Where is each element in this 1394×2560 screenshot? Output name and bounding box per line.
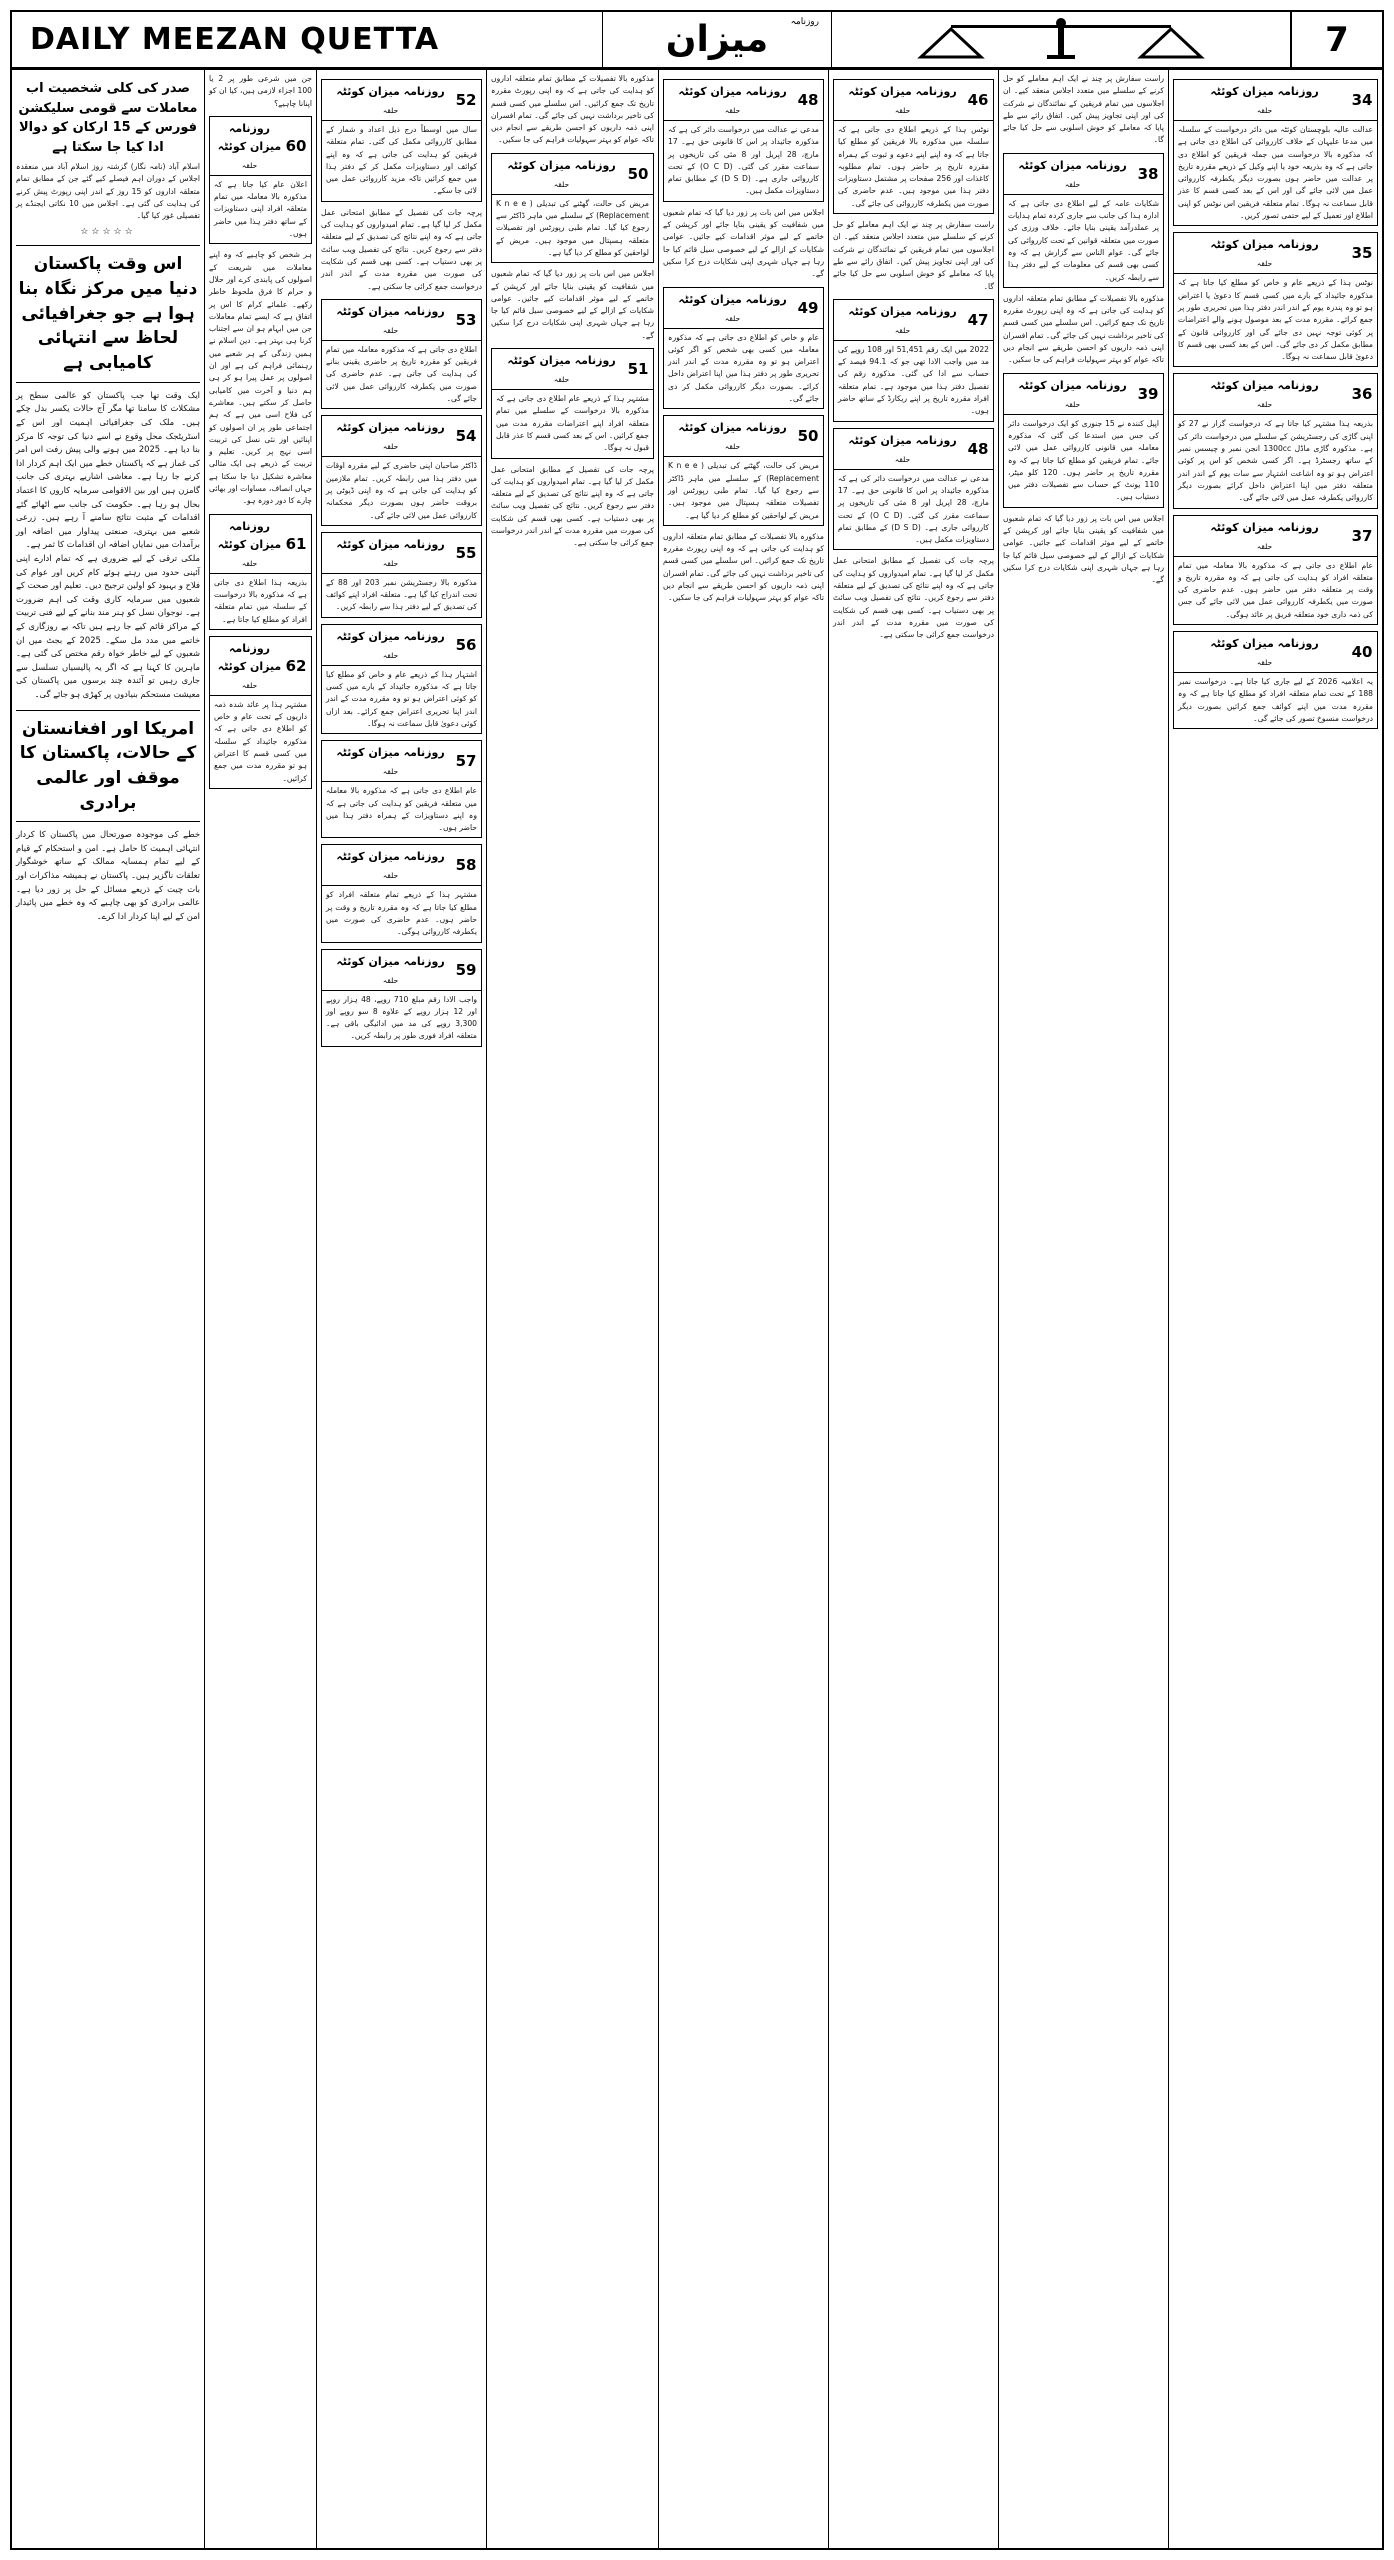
notice-number: 50 [627, 164, 649, 183]
notice-header [322, 950, 481, 991]
notice-header [322, 845, 481, 886]
notice-city: حلقہ [382, 975, 399, 985]
notice-city: حلقہ [724, 106, 741, 115]
notice-59[interactable] [321, 740, 482, 838]
notice-body: مدعی نے عدالت میں درخواست دائر کی ہے کہ مذکورہ جائیداد پر اس کا قانونی حق ہے۔ 17 مارچ، 28 اپریل اور 8 مئی کی تاریخوں پر سماعت مقرر کی گئی۔ (O C D) کے تحت کارروائی جاری ہے۔ (D S D) کے مطابق تمام دستاویزات مکمل ہیں۔ [838, 473, 990, 545]
page-number: 7 [1290, 12, 1382, 67]
notice-54[interactable] [321, 79, 482, 202]
notice-city: حلقہ [1256, 400, 1273, 410]
notice-number: 36 [1351, 385, 1373, 404]
notice-city: حلقہ [241, 680, 258, 690]
notice-number: 57 [455, 752, 477, 771]
notice-64[interactable] [209, 636, 312, 789]
notice-paper-name: روزنامہ میزان کوئٹہ [848, 433, 957, 447]
notice-header [322, 416, 481, 457]
editorial-body-2: ملکی ترقی کے لیے ضروری ہے کہ تمام ادارے اپنی آئینی حدود میں رہتے ہوئے کام کریں اور عوام کی فلاح و بہبود کو اولین ترجیح دیں۔ تعلیم اور صحت کے شعبوں میں سرمایہ کاری وقت کی اہم ضرورت ہے۔ نوجوان نسل کو ہنر مند بنانے کے لیے فنی تربیت کے مراکز قائم کیے جا رہے ہیں تاکہ بے روزگاری کے خاتمے میں مدد مل سکے۔ 2025 کے بجٹ میں ان شعبوں کے لیے خاطر خواہ رقم مختص کی گئی ہے۔ ماہرین کا کہنا ہے کہ اگر یہ پالیسیاں تسلسل سے جاری رہیں تو آئندہ چند برسوں میں پاکستان کی معیشت مستحکم بنیادوں پر کھڑی ہو جائے گی۔ [16, 553, 200, 700]
notice-number: 35 [1351, 244, 1373, 263]
notice-body: مریض کی حالت، گھٹنے کی تبدیلی ( K n e e Replacement) کے سلسلے میں ماہر ڈاکٹر سے رجوع کیا گیا۔ تمام طبی رپورٹس اور تفصیلات متعلقہ ہسپتال میں موجود ہیں۔ مریض کے لواحقین کو مطلع کر دیا گیا ہے۔ [496, 198, 649, 257]
notice-paper-name: روزنامہ میزان کوئٹہ [336, 421, 445, 435]
notice-paper-name: روزنامہ میزان کوئٹہ [336, 304, 445, 318]
column-6 [828, 70, 998, 2548]
column-2 [204, 70, 316, 2548]
notice-55[interactable] [321, 299, 482, 409]
col7-text-a: راست سفارش پر چند نے ایک اہم معاملے کو حل کرنے کے سلسلے میں متعدد اجلاس منعقد کیے۔ ان اجلاسوں میں تمام فریقین کے نمائندگان نے شرکت کی اور اپنی تجاویز پیش کیں۔ اتفاق رائے سے طے پایا کہ معاملے کو خوش اسلوبی سے حل کیا جائے گا۔ [1003, 74, 1164, 145]
notice-header [210, 637, 311, 696]
notice-61[interactable] [321, 949, 482, 1047]
notice-city: حلقہ [241, 160, 258, 170]
notice-number: 60 [285, 136, 307, 155]
notice-body: اپیل کنندہ نے 15 جنوری کو ایک درخواست دائر کی جس میں استدعا کی گئی کہ مذکورہ معاملہ میں قانونی کارروائی عمل میں لائی جائے۔ تمام فریقین کو مطلع کیا جاتا ہے کہ وہ مقررہ تاریخ پر حاضر ہوں۔ 120 کلو میٹر، 110 یونٹ کے حساب سے تفصیلات دفتر میں دستیاب ہیں۔ [1008, 418, 1160, 502]
notice-city: حلقہ [553, 375, 570, 385]
notice-paper-name: روزنامہ میزان کوئٹہ [336, 537, 445, 551]
masthead-title: DAILY MEEZAN QUETTA [30, 22, 440, 57]
notice-body: نوٹس ہذا کے ذریعے اطلاع دی جاتی ہے کہ سلسلہ میں مذکورہ بالا فریقین کو مطلع کیا جاتا ہے کہ وہ اپنے اپنے دعوے و ثبوت کے ہمراہ مقررہ تاریخ پر حاضر ہوں۔ تمام مطلوبہ کاغذات اور 256 صفحات پر مشتمل دستاویزات دفتر ہذا میں موجود ہیں۔ عدم حاضری کی صورت میں یکطرفہ کارروائی کی جائے گی۔ [838, 125, 989, 208]
notice-header [322, 533, 481, 574]
notice-city: حلقہ [894, 325, 911, 335]
notice-number: 46 [967, 91, 989, 109]
notice-header [834, 80, 993, 121]
notice-63[interactable] [209, 514, 312, 630]
notice-number: 54 [455, 427, 477, 446]
notice-body: اعلان عام کیا جاتا ہے کہ مذکورہ بالا معاملہ میں تمام متعلقہ افراد اپنی دستاویزات کے ساتھ دفتر ہذا میں حاضر ہوں۔ [214, 179, 307, 239]
notice-header [210, 117, 311, 176]
column-8 [1168, 70, 1382, 2548]
notice-paper-name: روزنامہ میزان کوئٹہ [678, 292, 787, 306]
column-editorial [12, 70, 204, 2548]
notice-paper-name: روزنامہ میزان کوئٹہ [1210, 238, 1319, 252]
notice-body: بذریعہ ہذا اطلاع دی جاتی ہے کہ مذکورہ بالا درخواست کے سلسلہ میں تمام متعلقہ افراد کو مطلع کیا جاتا ہے۔ [214, 577, 307, 624]
notice-48[interactable] [833, 428, 994, 551]
col2-text-a: جن میں شرعی طور پر 2 یا 100 اجزاء لازمی ہیں، کیا ان کو اپنانا چاہیے؟ [209, 74, 312, 108]
notice-paper-name: روزنامہ میزان کوئٹہ [1210, 85, 1319, 98]
notice-50[interactable] [663, 287, 824, 410]
notice-city: حلقہ [382, 871, 399, 881]
notice-header [1004, 374, 1163, 415]
notice-city: حلقہ [1256, 106, 1273, 115]
notice-body: مریض کی حالت، گھٹنے کی تبدیلی ( K n e e Replacement) کے سلسلے میں ماہر ڈاکٹر سے رجوع کیا گیا۔ تمام طبی رپورٹس اور تفصیلات متعلقہ ہسپتال میں موجود ہیں۔ مریض کے لواحقین کو مطلع کر دیا گیا ہے۔ [668, 461, 819, 520]
notice-city: حلقہ [553, 179, 570, 189]
notice-header [1174, 632, 1377, 673]
notice-number: 55 [455, 543, 477, 562]
col4-text-c: پرچہ جات کی تفصیل کے مطابق امتحانی عمل مکمل کر لیا گیا ہے۔ تمام امیدواروں کو ہدایت کی جاتی ہے کہ وہ اپنے نتائج کی تصدیق کے لیے متعلقہ دفتر سے رجوع کریں۔ نتائج کی تفصیل ویب سائٹ پر بھی دستیاب ہے۔ کسی بھی قسم کی شکایت کی صورت میں مقررہ مدت کے اندر اندر درخواست جمع کرائی جا سکتی ہے۔ [491, 464, 654, 548]
notice-city: حلقہ [1256, 541, 1273, 551]
notice-header [322, 625, 481, 666]
notice-53[interactable] [491, 348, 654, 458]
notice-paper-name: روزنامہ میزان کوئٹہ [336, 629, 445, 643]
notice-city: حلقہ [382, 106, 399, 115]
notice-paper-name: روزنامہ میزان کوئٹہ [336, 85, 445, 98]
col7-text-c: اجلاس میں اس بات پر زور دیا گیا کہ تمام شعبوں میں شفافیت کو یقینی بنایا جائے اور کرپشن کے خاتمے کے لیے موثر اقدامات کیے جائیں۔ عوامی شکایات کے ازالے کے لیے خصوصی سیل قائم کیا جا رہا ہے جہاں شہری اپنی شکایات درج کرا سکیں گے۔ [1003, 513, 1164, 585]
notice-city: حلقہ [382, 650, 399, 660]
notice-city: حلقہ [1256, 259, 1273, 269]
notice-paper-name: روزنامہ میزان کوئٹہ [217, 641, 282, 673]
masthead-urdu-small: روزنامہ [790, 16, 819, 26]
notice-paper-name: روزنامہ میزان کوئٹہ [678, 421, 787, 435]
notice-number: 59 [455, 960, 477, 979]
notice-header [664, 288, 823, 329]
notice-paper-name: روزنامہ میزان کوئٹہ [336, 850, 445, 864]
notice-city: حلقہ [894, 454, 911, 464]
notice-header [1174, 516, 1377, 557]
notice-body: مشتہر ہذا پر عائد شدہ ذمہ داریوں کے تحت عام و خاص کو اطلاع دی جاتی ہے کہ مذکورہ جائیداد کے سلسلہ میں کسی قسم کا اعتراض ہو تو مقررہ مدت میں جمع کرائیں۔ [214, 699, 307, 783]
notice-paper-name: روزنامہ میزان کوئٹہ [217, 121, 282, 153]
notice-header [322, 80, 481, 121]
notice-paper-name: روزنامہ میزان کوئٹہ [336, 746, 445, 760]
notice-58[interactable] [321, 624, 482, 734]
notice-body: عام اطلاع دی جاتی ہے کہ مذکورہ بالا معاملہ میں تمام متعلقہ افراد کو ہدایت کی جاتی ہے کہ وہ مقررہ تاریخ و وقت پر متعلقہ دفتر میں حاضر ہوں۔ عدم حاضری کی صورت میں یکطرفہ کارروائی عمل میں لائی جائے گی جس کی ذمہ داری خود متعلقہ فریق پر عائد ہوگی۔ [1178, 560, 1373, 619]
notice-number: 52 [455, 91, 477, 109]
page-content [12, 70, 1382, 2548]
notice-body: سال میں اوسطاً درج ذیل اعداد و شمار کے مطابق کارروائی مکمل کی گئی۔ تمام متعلقہ فریقین کو ہدایت کی جاتی ہے کہ وہ اپنے کوائف اور دستاویزات مکمل کر کے دفتر ہذا میں جمع کرائیں تاکہ مزید کارروائی عمل میں لائی جا سکے۔ [326, 125, 477, 196]
notice-body: 2022 میں ایک رقم 51,451 اور 108 روپے کی مد میں واجب الادا تھی جو کہ 94.1 فیصد کے حساب سے ادا کی گئی۔ مذکورہ رقم کی تفصیل دفتر ہذا میں موجود ہے۔ تمام متعلقہ افراد مقررہ تاریخ پر اپنے ریکارڈ کے ساتھ حاضر ہوں۔ [838, 344, 990, 416]
notice-body: ڈاکٹر صاحبان اپنی حاضری کے لیے مقررہ اوقات میں دفتر ہذا میں رابطہ کریں۔ تمام ملازمین کو ہدایت کی جاتی ہے کہ وہ اپنی ڈیوٹی پر بروقت حاضر ہوں بصورت دیگر محکمانہ کارروائی عمل میں لائی جائے گی۔ [326, 461, 477, 520]
notice-paper-name: روزنامہ میزان کوئٹہ [1018, 158, 1127, 172]
notice-body: یہ اعلامیہ 2026 کے لیے جاری کیا جاتا ہے۔ درخواست نمبر 188 کے تحت تمام متعلقہ افراد کو مطلع کیا جاتا ہے کہ وہ مقررہ مدت میں اپنے کوائف جمع کرائیں بصورت دیگر درخواست منسوخ تصور کی جائے گی۔ [1178, 677, 1373, 723]
notice-city: حلقہ [382, 767, 399, 777]
notice-52[interactable] [491, 153, 654, 263]
notice-paper-name: روزنامہ میزان کوئٹہ [848, 85, 957, 98]
notice-paper-name: روزنامہ میزان کوئٹہ [678, 85, 787, 98]
notice-header [834, 300, 993, 341]
notice-number: 38 [1137, 164, 1159, 183]
notice-body: عام اطلاع دی جاتی ہے کہ مذکورہ بالا معاملہ میں متعلقہ فریقین کو ہدایت کی جاتی ہے کہ وہ اپنے دستاویزات کے ہمراہ دفتر ہذا میں حاضر ہوں۔ [326, 786, 477, 833]
column-3 [316, 70, 486, 2548]
notice-number: 39 [1137, 384, 1159, 403]
notice-number: 48 [967, 439, 989, 458]
editorial-bottom-headline: امریکا اور افغانستان کے حالات، پاکستان کا موقف اور عالمی برادری [16, 710, 200, 823]
notice-city: حلقہ [382, 442, 399, 452]
notice-header [834, 429, 993, 470]
notice-header [664, 80, 823, 121]
notice-city: حلقہ [894, 106, 911, 115]
notice-city: حلقہ [724, 442, 741, 452]
balance-scale-icon [832, 12, 1290, 67]
notice-number: 34 [1351, 91, 1373, 109]
notice-city: حلقہ [382, 325, 399, 335]
column-5 [658, 70, 828, 2548]
column-4 [486, 70, 658, 2548]
notice-header [1174, 374, 1377, 415]
masthead-urdu-logo [602, 12, 832, 67]
editorial-top-note: اسلام آباد (نامہ نگار) گزشتہ روز اسلام آباد میں منعقدہ اجلاس کے دوران اہم فیصلے کیے گئے جن کے مطابق تمام متعلقہ اداروں کو 15 روز کے اندر اپنی رپورٹ پیش کرنے کی ہدایت کی گئی ہے۔ اجلاس میں 10 نکاتی ایجنڈے پر تفصیلی غور کیا گیا۔ [16, 162, 201, 221]
notice-header [492, 154, 653, 195]
notice-62[interactable] [209, 116, 312, 244]
notice-header [322, 741, 481, 782]
editorial-body-3: خطے کی موجودہ صورتحال میں پاکستان کا کردار انتہائی اہمیت کا حامل ہے۔ امن و استحکام کے قیام کے لیے تمام ہمسایہ ممالک کے ساتھ خوشگوار تعلقات ناگزیر ہیں۔ پاکستان نے ہمیشہ مذاکرات اور بات چیت کے ذریعے مسائل کے حل پر زور دیا ہے۔ عالمی برادری کو بھی چاہیے کہ وہ خطے میں پائیدار امن کے لیے اپنا کردار ادا کرے۔ [16, 829, 200, 921]
col6-text-a: راست سفارش پر چند نے ایک اہم معاملے کو حل کرنے کے سلسلے میں متعدد اجلاس منعقد کیے۔ ان اجلاسوں میں تمام فریقین کے نمائندگان نے شرکت کی اور اپنی تجاویز پیش کیں۔ اتفاق رائے سے طے پایا کہ معاملے کو خوش اسلوبی سے حل کیا جائے گا۔ [833, 220, 994, 291]
notice-header [210, 515, 311, 574]
notice-paper-name: روزنامہ میزان کوئٹہ [1210, 379, 1319, 393]
notice-49[interactable] [663, 79, 824, 202]
notice-city: حلقہ [241, 558, 258, 568]
notice-body: عام و خاص کو اطلاع دی جاتی ہے کہ مذکورہ معاملہ میں کسی بھی شخص کو اگر کوئی اعتراض ہو تو وہ مقررہ مدت کے اندر اندر تحریری طور پر دفتر ہذا میں اپنا اعتراض داخل کرائے۔ بصورت دیگر کارروائی مکمل کر دی جائے گی۔ [668, 332, 819, 404]
notice-51[interactable] [663, 415, 824, 525]
notice-body: مشتہر ہذا کے ذریعے عام اطلاع دی جاتی ہے کہ مذکورہ بالا درخواست کے سلسلے میں تمام متعلقہ افراد اپنے اعتراضات مقررہ مدت میں جمع کرائیں۔ اس کے بعد کسی قسم کا عذر قابل قبول نہ ہوگا۔ [496, 394, 649, 453]
divider-stars: ☆☆☆☆☆ [80, 226, 136, 237]
col5-text-a: اجلاس میں اس بات پر زور دیا گیا کہ تمام شعبوں میں شفافیت کو یقینی بنایا جائے اور کرپشن کے خاتمے کے لیے موثر اقدامات کیے جائیں۔ عوامی شکایات کے ازالے کے لیے خصوصی سیل قائم کیا جا رہا ہے جہاں شہری اپنی شکایات درج کرا سکیں گے۔ [663, 207, 824, 279]
notice-number: 37 [1351, 526, 1373, 545]
notice-header [1174, 80, 1377, 121]
notice-body: اشتہار ہذا کے ذریعے عام و خاص کو مطلع کیا جاتا ہے کہ مذکورہ جائیداد کے بارے میں کسی کو کوئی اعتراض ہو تو وہ مقررہ مدت کے اندر اندر اپنا تحریری اعتراض جمع کرائے۔ بعد ازاں کوئی دعویٰ قابل سماعت نہ ہوگا۔ [326, 669, 477, 728]
notice-header [492, 349, 653, 390]
col4-text-a: مذکورہ بالا تفصیلات کے مطابق تمام متعلقہ اداروں کو ہدایت کی جاتی ہے کہ وہ اپنی رپورٹ مقررہ تاریخ تک جمع کرائیں۔ اس سلسلے میں کسی قسم کی تاخیر برداشت نہیں کی جائے گی۔ تمام افسران اپنی ذمہ داریوں کو احسن طریقے سے انجام دیں تاکہ عوام کو بہتر سہولیات فراہم کی جا سکیں۔ [491, 74, 654, 145]
notice-39-dup[interactable] [1003, 373, 1164, 508]
notice-body: واجب الادا رقم مبلغ 710 روپے، 48 ہزار روپے اور 12 ہزار روپے کے علاوہ 8 سو روپے اور 3,300 روپے کی مد میں ادائیگی باقی ہے۔ متعلقہ افراد فوری طور پر رابطہ کریں۔ [326, 994, 477, 1041]
col2-text-b: ہر شخص کو چاہیے کہ وہ اپنے معاملات میں شریعت کے اصولوں کی پابندی کرے اور حلال و حرام کا فرق ملحوظ خاطر رکھے۔ علمائے کرام کا اس پر اتفاق ہے کہ ایسے تمام معاملات جن میں ابہام ہو ان سے اجتناب کرنا ہی بہتر ہے۔ دین اسلام نے ہمیں زندگی کے ہر شعبے میں رہنمائی فراہم کی ہے اور ان اصولوں پر عمل پیرا ہو کر ہی ہم دنیا و آخرت میں کامیابی حاصل کر سکتے ہیں۔ معاشرے کی فلاح اسی میں ہے کہ ہم اجتماعی طور پر ان اصولوں کو اپنائیں اور نئی نسل کی تربیت اسی نہج پر کریں۔ تعلیم و تربیت کے ذریعے ہی ایک مثالی معاشرہ تشکیل دیا جا سکتا ہے جہاں انصاف، مساوات اور بھائی چارے کا دور دورہ ہو۔ [209, 250, 312, 506]
notice-number: 62 [285, 656, 307, 675]
notice-paper-name: روزنامہ میزان کوئٹہ [1210, 520, 1319, 534]
page-border [10, 10, 1384, 2550]
notice-number: 61 [285, 534, 307, 553]
notice-60[interactable] [321, 844, 482, 942]
notice-paper-name: روزنامہ میزان کوئٹہ [1210, 637, 1319, 651]
notice-number: 48 [797, 91, 819, 109]
notice-number: 51 [627, 360, 649, 379]
notice-number: 50 [797, 427, 819, 446]
notice-56[interactable] [321, 415, 482, 525]
notice-header [322, 300, 481, 341]
col4-text-b: اجلاس میں اس بات پر زور دیا گیا کہ تمام شعبوں میں شفافیت کو یقینی بنایا جائے اور کرپشن کے خاتمے کے لیے موثر اقدامات کیے جائیں۔ عوامی شکایات کے ازالے کے لیے خصوصی سیل قائم کیا جا رہا ہے جہاں شہری اپنی شکایات درج کرا سکیں گے۔ [491, 269, 654, 340]
masthead [12, 12, 1382, 70]
notice-body: عدالت عالیہ بلوچستان کوئٹہ میں دائر درخواست کے سلسلہ میں مدعا علیہان کے خلاف کارروائی کی اطلاع دی جاتی ہے کہ مذکورہ بالا درخواست میں جملہ فریقین کو اطلاع دی جاتی ہے کہ وہ بذریعہ خود یا اپنے وکیل کے ذریعے مقررہ تاریخ پر عدالت میں حاضر ہوں بصورت دیگر یکطرفہ کارروائی عمل میں لائی جائے گی اور اس کے بعد کسی قسم کا عذر قابل سماعت نہ ہوگا۔ تمام متعلقہ فریقین اس نوٹس کو اپنی اطلاع اور تعمیل کے لیے حتمی تصور کریں۔ [1178, 125, 1373, 221]
editorial-body-1: ایک وقت تھا جب پاکستان کو عالمی سطح پر مشکلات کا سامنا تھا مگر آج حالات یکسر بدل چکے ہیں۔ ملک کی جغرافیائی اہمیت اور اس کے اسٹریٹجک محل وقوع نے اسے دنیا کی توجہ کا مرکز بنا دیا ہے۔ 2025 میں ہونے والی پیش رفت اس امر کی غماز ہے کہ پاکستان خطے میں ایک اہم کردار ادا کرنے جا رہا ہے۔ معاشی اشاریے بہتری کی جانب گامزن ہیں اور بین الاقوامی سرمایہ کاروں کا اعتماد بحال ہو رہا ہے۔ حکومت کی جانب سے اٹھائے گئے اقدامات کے مثبت نتائج سامنے آ رہے ہیں۔ زرعی شعبے میں بہتری، صنعتی پیداوار میں اضافہ اور برآمدات میں نمایاں اضافہ ان اقدامات کا ثمر ہے۔ [16, 389, 200, 550]
col6-text-b: پرچہ جات کی تفصیل کے مطابق امتحانی عمل مکمل کر لیا گیا ہے۔ تمام امیدواروں کو ہدایت کی جاتی ہے کہ وہ اپنے نتائج کی تصدیق کے لیے متعلقہ دفتر سے رجوع کریں۔ نتائج کی تفصیل ویب سائٹ پر بھی دستیاب ہے۔ کسی بھی قسم کی شکایت کی صورت میں مقررہ مدت کے اندر اندر درخواست جمع کرائی جا سکتی ہے۔ [833, 556, 994, 640]
notice-38-dup[interactable] [1003, 153, 1164, 288]
notice-46[interactable] [833, 79, 994, 214]
column-7 [998, 70, 1168, 2548]
notice-body: بذریعہ ہذا مشتہر کیا جاتا ہے کہ درخواست گزار نے 27 کو اپنی گاڑی کی رجسٹریشن کے سلسلے میں درخواست دائر کی ہے۔ مذکورہ گاڑی ماڈل 1300cc انجن نمبر و چیسس نمبر کے ساتھ رجسٹرڈ ہے۔ اگر کسی شخص کو اس پر کوئی اعتراض ہو تو وہ اشاعت اشتہار سے سات یوم کے اندر اندر متعلقہ دفتر میں اپنا اعتراض داخل کرائے بصورت دیگر کارروائی یکطرفہ عمل میں لائی جائے گی۔ [1178, 419, 1374, 503]
col5-text-b: مذکورہ بالا تفصیلات کے مطابق تمام متعلقہ اداروں کو ہدایت کی جاتی ہے کہ وہ اپنی رپورٹ مقررہ تاریخ تک جمع کرائیں۔ اس سلسلے میں کسی قسم کی تاخیر برداشت نہیں کی جائے گی۔ تمام افسران اپنی ذمہ داریوں کو احسن طریقے سے انجام دیں تاکہ عوام کو بہتر سہولیات فراہم کی جا سکیں۔ [663, 531, 824, 603]
notice-47[interactable] [833, 299, 994, 422]
notice-city: حلقہ [382, 558, 399, 568]
notice-city: حلقہ [1256, 658, 1273, 668]
notice-body: شکایات عامہ کے لیے اطلاع دی جاتی ہے کہ ادارہ ہذا کی جانب سے جاری کردہ تمام ہدایات پر عملدرآمد یقینی بنایا جائے۔ خلاف ورزی کی صورت میں متعلقہ قوانین کے تحت کارروائی کی جائے گی۔ عوام الناس سے گزارش ہے کہ وہ کسی بھی قسم کی معلومات کے لیے دفتر ہذا سے رابطہ کریں۔ [1008, 198, 1159, 282]
notice-number: 53 [455, 310, 477, 329]
notice-number: 47 [967, 310, 989, 329]
notice-number: 58 [455, 856, 477, 875]
notice-paper-name: روزنامہ میزان کوئٹہ [848, 304, 957, 318]
notice-number: 49 [797, 298, 819, 317]
notice-35[interactable] [1173, 232, 1378, 367]
notice-body: اطلاع دی جاتی ہے کہ مذکورہ معاملہ میں تمام فریقین کو مقررہ تاریخ پر حاضری یقینی بنانے کی ہدایت کی جاتی ہے۔ عدم حاضری کی صورت میں یکطرفہ کارروائی عمل میں لائی جائے گی۔ [326, 344, 477, 404]
notice-body: مدعی نے عدالت میں درخواست دائر کی ہے کہ مذکورہ جائیداد پر اس کا قانونی حق ہے۔ 17 مارچ، 28 اپریل اور 8 مئی کی تاریخوں پر سماعت مقرر کی گئی۔ (O C D) کے تحت کارروائی جاری ہے۔ (D S D) کے مطابق تمام دستاویزات مکمل ہیں۔ [668, 125, 820, 196]
notice-body: مذکورہ بالا رجسٹریشن نمبر 203 اور 88 کے تحت اندراج کیا گیا ہے۔ متعلقہ افراد اپنے کوائف کی تصدیق کے لیے دفتر ہذا سے رابطہ کریں۔ [326, 577, 477, 612]
notice-40[interactable] [1173, 631, 1378, 729]
notice-body: مشتہر ہذا کے ذریعے تمام متعلقہ افراد کو مطلع کیا جاتا ہے کہ وہ مقررہ تاریخ و وقت پر حاضر ہوں۔ عدم حاضری کی صورت میں یکطرفہ کارروائی ہوگی۔ [326, 890, 477, 937]
notice-header [1004, 154, 1163, 195]
notice-paper-name: روزنامہ میزان کوئٹہ [507, 158, 616, 172]
notice-paper-name: روزنامہ میزان کوئٹہ [507, 354, 616, 368]
col3-text-a: پرچہ جات کی تفصیل کے مطابق امتحانی عمل مکمل کر لیا گیا ہے۔ تمام امیدواروں کو ہدایت کی جاتی ہے کہ وہ اپنے نتائج کی تصدیق کے لیے متعلقہ دفتر سے رجوع کریں۔ نتائج کی تفصیل ویب سائٹ پر بھی دستیاب ہے۔ کسی بھی قسم کی شکایت کی صورت میں مقررہ مدت کے اندر اندر درخواست جمع کرائی جا سکتی ہے۔ [321, 207, 482, 291]
notice-number: 56 [455, 635, 477, 654]
notice-city: حلقہ [1064, 399, 1081, 409]
editorial-main-headline: اس وقت پاکستان دنیا میں مرکز نگاہ بنا ہوا ہے جو جغرافیائی لحاظ سے انتہائی کامیابی ہے [16, 245, 200, 382]
col7-text-b: مذکورہ بالا تفصیلات کے مطابق تمام متعلقہ اداروں کو ہدایت کی جاتی ہے کہ وہ اپنی رپورٹ مقررہ تاریخ تک جمع کرائیں۔ اس سلسلے میں کسی قسم کی تاخیر برداشت نہیں کی جائے گی۔ تمام افسران اپنی ذمہ داریوں کو احسن طریقے سے انجام دیں تاکہ عوام کو بہتر سہولیات فراہم کی جا سکیں۔ [1003, 293, 1164, 365]
notice-36[interactable] [1173, 373, 1378, 508]
notice-57[interactable] [321, 532, 482, 618]
notice-city: حلقہ [724, 313, 741, 323]
notice-paper-name: روزنامہ میزان کوئٹہ [336, 954, 445, 968]
notice-34[interactable] [1173, 79, 1378, 226]
notice-paper-name: روزنامہ میزان کوئٹہ [217, 519, 282, 551]
notice-body: نوٹس ہذا کے ذریعے عام و خاص کو مطلع کیا جاتا ہے کہ مذکورہ جائیداد کے بارے میں کسی قسم کا دعویٰ یا اعتراض ہو تو وہ پندرہ یوم کے اندر اندر دفتر ہذا میں تحریری طور پر جمع کرائے۔ مقررہ مدت کے بعد موصول ہونے والے اعتراضات پر کوئی توجہ نہیں دی جائے گی اور کارروائی قانون کے مطابق مکمل کر دی جائے گی۔ اس کے بعد کسی بھی قسم کا دعویٰ قابل سماعت نہ ہوگا۔ [1178, 278, 1373, 362]
notice-city: حلقہ [1064, 179, 1081, 189]
editorial-top-headline: صدر کی کلی شخصیت اب معاملات سے قومی سلیکشن فورس کے 15 ارکان کو دوالا ادا کیا جا سکتا ہے [18, 81, 198, 155]
notice-number: 40 [1351, 643, 1373, 662]
notice-header [1174, 233, 1377, 274]
notice-header [664, 416, 823, 457]
masthead-urdu-big: میزان [665, 19, 769, 60]
notice-37[interactable] [1173, 515, 1378, 625]
notice-paper-name: روزنامہ میزان کوئٹہ [1018, 378, 1127, 392]
